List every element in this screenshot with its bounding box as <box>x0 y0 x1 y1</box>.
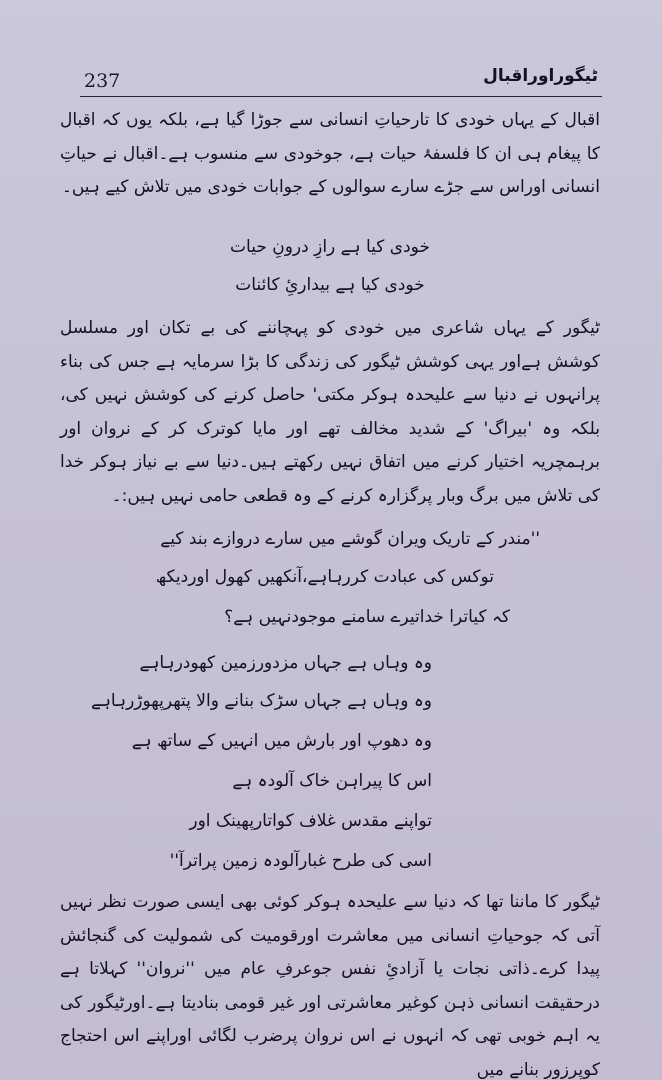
paragraph-2: ٹیگور کے یہاں شاعری میں خودی کو پہچاننے کی بے تکان اور مسلسل کوشش ہےاور یہی کوشش ٹیگور کی زندگی کا بڑا سرمایہ ہے جس کی بناء پرانہوں نے دنیا سے علیحدہ ہوکر مکتی' حاصل کرنے کی کوشش نہیں کی، بلکہ وہ 'بیراگ' کے شدید مخالف تھے اور مایا کوترک کر کے نروان اور برہمچریہ اختیار کرنے میں اتفاق نہیں رکھتے ہیں۔دنیا سے بے نیاز ہوکر خدا کی تلاش میں برگ وبار پرگزارہ کرنے کے وہ قطعی حامی نہیں ہیں:۔ <box>60 318 600 506</box>
poem-intro-line-2: توکس کی عبادت کررہاہے،آنکھیں کھول اوردیکھ <box>155 567 494 587</box>
header-divider <box>80 96 602 97</box>
couplet-line-2: خودی کیا ہے بیداریِٔ کائنات <box>235 275 425 295</box>
poem-line-3: وہ دھوپ اور بارش میں انہیں کے ساتھ ہے <box>131 731 432 751</box>
couplet-line-1: خودی کیا ہے رازِ درونِ حیات <box>230 237 430 257</box>
paragraph-3: ٹیگور کا ماننا تھا کہ دنیا سے علیحدہ ہوکر کوئی بھی ایسی صورت نظر نہیں آتی کہ جوحیاتِ انسانی میں معاشرت اورقومیت کی شمولیت کی گنجائش پیدا کرے۔ذاتی نجات یا آزادیِٔ نفس جوعرفِ عام میں ''نروان'' کہلاتا ہے درحقیقت انسانی ذہن کوغیر معاشرتی اور غیر قومی بنادیتا ہے۔اورٹیگور کی یہ اہم خوبی تھی کہ انہوں نے اس نروان پرضرب لگائی اوراپنے اس احتجاج کوپرزور بنانے میں <box>60 892 600 1080</box>
running-header-title: ٹیگوراوراقبال <box>483 66 598 86</box>
poem-intro-line-3: کہ کیاترا خداتیرے سامنے موجودنہیں ہے؟ <box>224 607 510 627</box>
poem-line-4: اس کا پیراہن خاک آلودہ ہے <box>232 771 432 791</box>
poem-intro-line-1: ''مندر کے تاریک ویران گوشے میں سارے دروازے بند کیے <box>160 529 540 549</box>
poem-line-5: تواپنے مقدس غلاف کواتارپھینک اور <box>189 811 432 831</box>
page-number: 237 <box>84 70 121 92</box>
poem-line-2: وہ وہاں ہے جہاں سڑک بنانے والا پتھرپھوڑرہاہے <box>91 691 432 711</box>
paragraph-1: اقبال کے یہاں خودی کا تارحیاتِ انسانی سے جوڑا گیا ہے، بلکہ یوں کہ اقبال کا پیغام ہی ان کا فلسفۂ حیات ہے، جوخودی سے منسوب ہے۔اقبال نے حیاتِ انسانی اوراس سے جڑے سارے سوالوں کے جوابات خودی میں تلاش کیے ہیں۔ <box>60 110 600 197</box>
poem-line-1: وہ وہاں ہے جہاں مزدورزمین کھودرہاہے <box>139 653 432 673</box>
poem-line-6: اسی کی طرح غبارآلودہ زمین پراترآ'' <box>169 851 432 871</box>
